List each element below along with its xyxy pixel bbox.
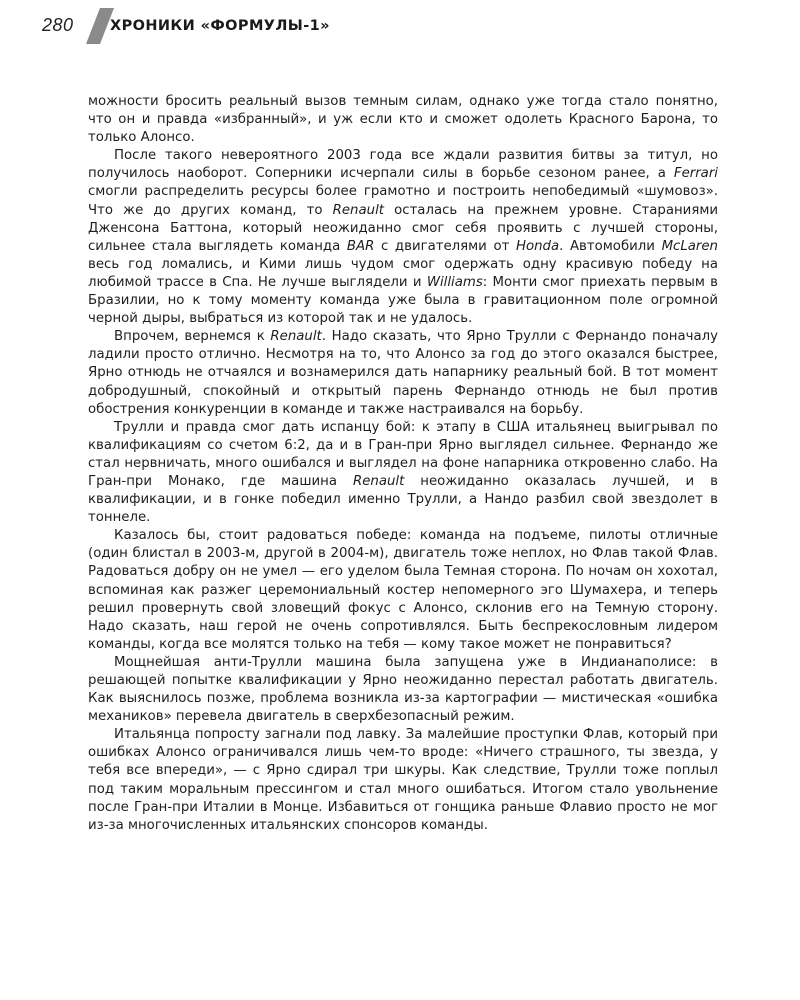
body-text (88, 93, 718, 835)
paragraph: Итальянца попросту загнали под лавку. За малейшие проступки Флав, который при ошибках Алонсо ограничивался лишь чем-то вроде: «Ничего страшного, ты звезда, у тебя все впереди», — с Ярно сдирал три шкуры. Как следствие, Трулли тоже поплыл под таким моральным прессингом и стал много ошибаться. Итогом стало увольнение после Гран-при Италии в Монце. Избавиться от гонщика раньше Флавио просто не мог из-за многочисленных итальянских спонсоров команды. (88, 727, 718, 833)
paragraph: Впрочем, вернемся к Renault. Надо сказать, что Ярно Трулли с Фернандо поначалу ладили просто отлично. Несмотря на то, что Алонсо за год до этого оказался быстрее, Ярно отнюдь не отчаялся и вознамерился дать напарнику реальный бой. В тот момент добродушный, спокойный и открытый парень Фернандо отнюдь не был против обострения конкуренции в команде и также настраивался на борьбу. (88, 329, 718, 417)
page-header (40, 8, 760, 44)
paragraph: Казалось бы, стоит радоваться победе: команда на подъеме, пилоты отличные (один блистал в 2003-м, другой в 2004-м), двигатель тоже неплох, но Флав такой Флав. Радоваться добру он не умел — его уделом была Темная сторона. По ночам он хохотал, вспоминая как разжег церемониальный костер непомерного эго Шумахера, и теперь решил провернуть свой зловещий фокус с Алонсо, склонив его на Темную сторону. Надо сказать, наш герой не очень сопротивлялся. Быть беспрекословным лидером команды, когда все молятся только на тебя — кому такое может не понравиться? (88, 528, 718, 652)
paragraph: Трулли и правда смог дать испанцу бой: к этапу в США итальянец выигрывал по квалификациям со счетом 6:2, да и в Гран-при Ярно выглядел сильнее. Фернандо же стал нервничать, много ошибался и выглядел на фоне напарника откровенно слабо. На Гран-при Монако, где машина Renault неожиданно оказалась лучшей, и в квалификации, и в гонке победил именно Трулли, а Нандо разбил свой звездолет в тоннеле. (88, 419, 719, 526)
paragraph: После такого невероятного 2003 года все ждали развития битвы за титул, но получилось наоборот. Соперники исчерпали силы в борьбе сезоном ранее, а Ferrari смогли распределить ресурсы более грамотно и построить непобедимый «шумовоз». Что же до других команд, то Renault осталась на прежнем уровне. Стараниями Дженсона Баттона, который неожиданно смог себя проявить с лучшей стороны, сильнее стала выглядеть команда BAR с двигателями от Honda. Автомобили McLaren весь год ломались, и Кими лишь чудом смог одержать одну красивую победу на любимой трассе в Спа. Не лучше выглядели и Williams: Монти смог приехать первым в Бразилии, но к тому моменту команда уже была в гравитационном поле огромной черной дыры, выбраться из которой так и не удалось. (88, 148, 718, 327)
page-number: 280 (42, 15, 74, 35)
paragraph: можности бросить реальный вызов темным силам, однако уже тогда стало понятно, что он и правда «избранный», и уж если кто и сможет одолеть Красного Барона, то только Алонсо. (88, 94, 718, 146)
paragraph: Мощнейшая анти-Трулли машина была запущена уже в Индианаполисе: в решающей попытке квалификации у Ярно неожиданно перестал работать двигатель. Как выяснилось позже, проблема возникла из-за картографии — мистическая «ошибка механиков» перевела двигатель в сверхбезопасный режим. (88, 654, 718, 725)
running-head: ХРОНИКИ «ФОРМУЛЫ-1» (110, 18, 330, 34)
